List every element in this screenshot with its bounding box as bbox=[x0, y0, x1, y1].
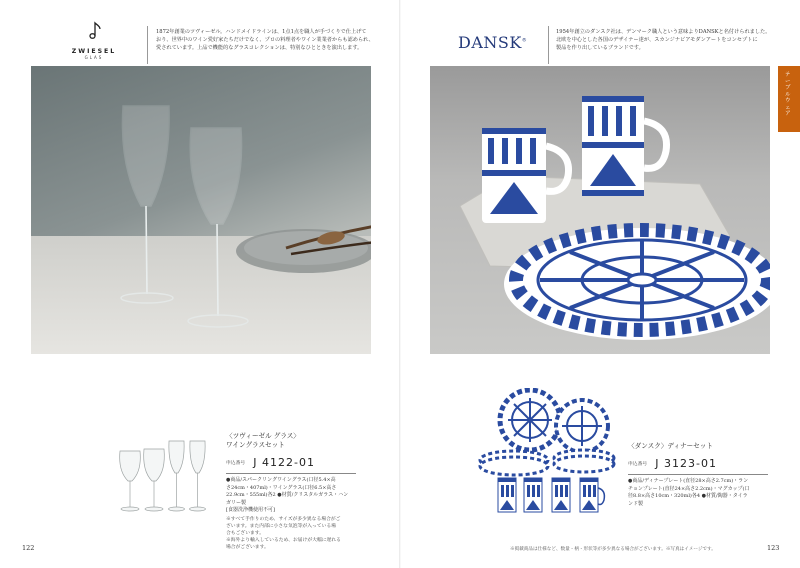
product-code: J 3123-01 bbox=[655, 457, 717, 470]
intro-line: 愛されています。上品で機能的なグラスコレクションは、特別なひとときを演出します。 bbox=[156, 45, 363, 52]
dinnerware-photo bbox=[430, 66, 770, 354]
zwiesel-brand-text: ZWIESEL bbox=[71, 48, 117, 55]
zwiesel-sub-text: GLAS bbox=[84, 55, 104, 60]
intro-divider bbox=[548, 26, 549, 64]
product-title: 〈ダンスク〉ディナーセット bbox=[628, 442, 713, 450]
note-line: ※すべて手作りのため、サイズが多少異なる場合がご bbox=[226, 516, 341, 522]
right-intro bbox=[556, 28, 778, 53]
desc-line: ●商品/ディナープレート(直径28×高さ2.7cm)・ラン bbox=[628, 478, 749, 484]
note-line: ※海外より輸入しているため、お届けが大幅に遅れる bbox=[226, 537, 341, 543]
intro-line: おり、世界中のワイン愛好家たちだけでなく、プロの料理者やワイン業業者からも認められ、 bbox=[156, 37, 374, 44]
product-subtitle: ワイングラスセット bbox=[226, 441, 285, 449]
divider bbox=[628, 474, 768, 475]
trademark-icon: ® bbox=[521, 37, 528, 44]
right-product-info bbox=[628, 442, 776, 508]
intro-line: 北欧を中心とした各国のデザイナー達が、スカンジナビアモダンアートをコンセプトに bbox=[556, 37, 758, 44]
desc-line: [食器洗浄機使用不可] bbox=[226, 507, 275, 514]
desc-line: 径8.8×高さ10cm・320ml)各4 ●材質/陶器・タイラ bbox=[628, 493, 748, 500]
left-intro bbox=[156, 28, 378, 53]
note-line: ざいます。また内部に小さな気泡等が入っている場 bbox=[226, 523, 336, 529]
divider bbox=[226, 473, 356, 474]
dansk-brand-text: DANSK bbox=[458, 33, 522, 52]
code-label: 申込番号 bbox=[226, 461, 246, 466]
intro-line: 1954年創立のダンスク社は、デンマーク職人という意味よりDANSKと名付けられました。 bbox=[556, 29, 771, 35]
category-tab-label: テーブルウェア bbox=[785, 72, 791, 117]
wine-glass-photo bbox=[31, 66, 371, 354]
product-code: J 4122-01 bbox=[253, 456, 315, 469]
intro-divider bbox=[147, 26, 148, 64]
product-code-row bbox=[628, 453, 776, 472]
product-code-row bbox=[226, 452, 366, 471]
dansk-logo bbox=[458, 33, 527, 52]
page-number: 123 bbox=[767, 544, 780, 552]
desc-line: ンド製 bbox=[628, 500, 644, 507]
product-title: 〈ツヴィーゼル グラス〉 bbox=[226, 432, 300, 440]
zwiesel-logo bbox=[66, 20, 122, 60]
desc-line: ●商品/スパークリングワイングラス(口径5.4×高 bbox=[226, 477, 336, 483]
code-label: 申込番号 bbox=[628, 462, 648, 467]
desc-line: さ24cm・407ml)・ワイングラス(口径6.5×高さ bbox=[226, 484, 337, 491]
intro-line: 製品を作り出しているブランドです。 bbox=[556, 45, 644, 52]
note-line: 場合がございます。 bbox=[226, 544, 269, 550]
product-description bbox=[628, 478, 776, 508]
product-notes bbox=[226, 516, 366, 551]
page-number: 122 bbox=[22, 544, 35, 552]
zwiesel-logo-icon bbox=[83, 20, 105, 42]
desc-line: チョンプレート(直径24×高さ2.2cm)・マグカップ(口 bbox=[628, 485, 750, 492]
category-tab[interactable] bbox=[778, 66, 800, 132]
note-line: 合もございます。 bbox=[226, 530, 264, 536]
intro-line: 1872年創業のツヴィーゼル。ハンドメイドラインは、1点1点を職人が手づくりで仕上げて bbox=[156, 29, 367, 35]
footnote: ※掲載商品は仕様など、数量・柄・形状等が多少異なる場合がございます。※写真はイメージです。 bbox=[510, 547, 716, 552]
desc-line: 22.9cm・555ml)各2 ●材質/クリスタルガラス・ハン bbox=[226, 492, 349, 499]
right-page bbox=[400, 0, 800, 568]
dinner-set-image bbox=[478, 388, 618, 522]
product-description bbox=[226, 477, 366, 515]
glass-set-image bbox=[112, 437, 212, 515]
left-product-info bbox=[226, 432, 366, 551]
desc-line: ガリー製 bbox=[226, 499, 247, 506]
